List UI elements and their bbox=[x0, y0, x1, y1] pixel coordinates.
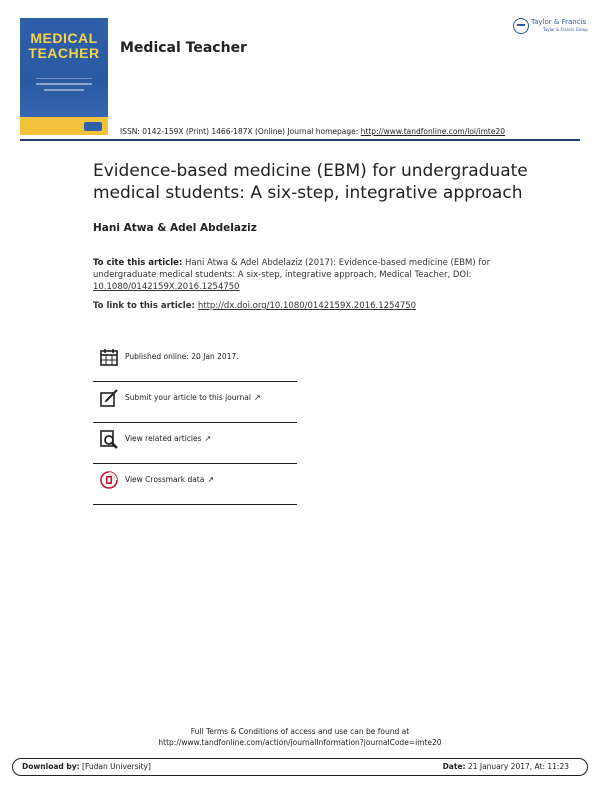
calendar-icon bbox=[99, 347, 119, 367]
issn-text: ISSN: 0142-159X (Print) 1466-187X (Online) Journal homepage: bbox=[120, 127, 361, 136]
journal-name: Medical Teacher bbox=[120, 40, 247, 56]
journal-homepage-link[interactable]: http://www.tandfonline.com/loi/imte20 bbox=[360, 127, 506, 136]
citation-label: To cite this article: bbox=[93, 258, 183, 268]
submit-article-item[interactable] bbox=[93, 382, 297, 423]
journal-cover-image bbox=[20, 18, 108, 135]
issn-line bbox=[120, 127, 505, 136]
article-doi-link[interactable]: http://dx.doi.org/10.1080/0142159X.2016.1254750 bbox=[197, 301, 417, 311]
downloaded-by-label: Download by: bbox=[22, 762, 80, 771]
crossmark-link[interactable]: View Crossmark data bbox=[125, 475, 205, 484]
external-link-icon: ↗ bbox=[253, 393, 261, 402]
published-online-label: Published online: 20 Jan 2017. bbox=[125, 352, 239, 361]
divider bbox=[93, 504, 297, 505]
cover-subtitle-lines bbox=[36, 78, 92, 93]
download-info-bar bbox=[12, 758, 588, 776]
citation-doi-link[interactable]: 10.1080/0142159X.2016.1254750 bbox=[93, 282, 240, 292]
citation-block bbox=[93, 257, 573, 293]
download-date-value: 21 January 2017, At: 11:23 bbox=[465, 762, 569, 771]
article-link-line bbox=[93, 301, 416, 311]
taylor-francis-icon bbox=[513, 18, 529, 34]
cover-title-line2: TEACHER bbox=[28, 45, 100, 61]
crossmark-item[interactable] bbox=[93, 464, 297, 505]
download-date bbox=[443, 762, 569, 771]
external-link-icon: ↗ bbox=[204, 434, 212, 443]
article-link-label: To link to this article: bbox=[93, 301, 198, 311]
published-online-item bbox=[93, 341, 297, 382]
article-authors: Hani Atwa & Adel Abdelaziz bbox=[93, 222, 257, 234]
citation-text-line1: Hani Atwa & Adel Abdelaziz (2017): Evidence-based medicine (EBM) for bbox=[182, 258, 491, 268]
cover-publisher-logo bbox=[84, 122, 102, 131]
related-articles-item[interactable] bbox=[93, 423, 297, 464]
search-document-icon bbox=[99, 429, 119, 449]
related-articles-link[interactable]: View related articles bbox=[125, 434, 202, 443]
publisher-tagline: Taylor & Francis Group bbox=[543, 27, 588, 32]
edit-icon bbox=[99, 388, 119, 408]
article-title-line2: medical students: A six-step, integrative approach bbox=[93, 183, 523, 203]
publisher-logo bbox=[513, 18, 588, 38]
external-link-icon: ↗ bbox=[207, 475, 215, 484]
download-date-label: Date: bbox=[442, 762, 466, 771]
article-title bbox=[93, 160, 563, 204]
cover-title bbox=[20, 31, 108, 61]
downloaded-by bbox=[22, 762, 151, 771]
header-divider bbox=[20, 139, 580, 141]
submit-article-link[interactable]: Submit your article to this journal bbox=[125, 393, 251, 402]
cover-title-line1: MEDICAL bbox=[30, 30, 98, 46]
crossmark-icon bbox=[99, 470, 119, 490]
downloaded-by-value: [Fudan University] bbox=[79, 762, 151, 771]
publisher-name: Taylor & Francis bbox=[531, 18, 587, 26]
citation-text-line2: undergraduate medical students: A six-step, integrative approach, Medical Teacher, DOI: bbox=[93, 270, 472, 280]
terms-link[interactable]: http://www.tandfonline.com/action/journalInformation?journalCode=imte20 bbox=[158, 738, 442, 747]
terms-text: Full Terms & Conditions of access and use can be found at bbox=[190, 727, 410, 736]
article-title-line1: Evidence-based medicine (EBM) for undergraduate bbox=[93, 161, 528, 181]
